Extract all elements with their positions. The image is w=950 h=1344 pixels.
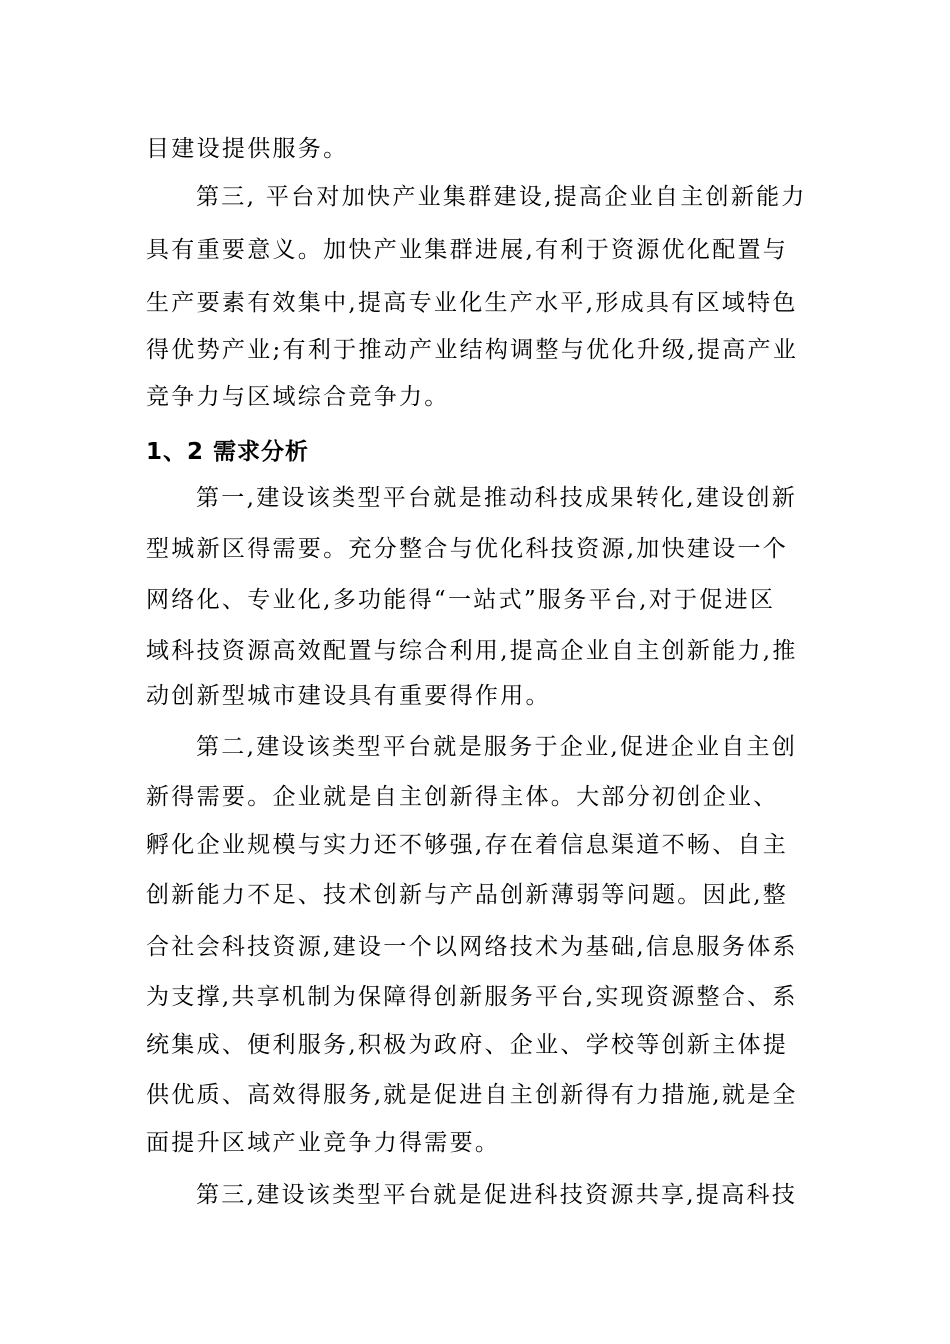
text-line: 域科技资源高效配置与综合利用,提高企业自主创新能力,推 (146, 638, 798, 664)
paragraph-first-line: 第三,建设该类型平台就是促进科技资源共享,提高科技 (196, 1182, 798, 1208)
section-heading: 1、2 需求分析 (146, 439, 310, 465)
text-line: 合社会科技资源,建设一个以网络技术为基础,信息服务体系 (146, 934, 798, 960)
paragraph-first-line: 第一,建设该类型平台就是推动科技成果转化,建设创新 (196, 485, 798, 511)
text-line: 网络化、专业化,多功能得“一站式”服务平台,对于促进区 (146, 587, 776, 613)
text-line: 动创新型城市建设具有重要得作用。 (146, 683, 551, 709)
paragraph-first-line: 第二,建设该类型平台就是服务于企业,促进企业自主创 (196, 734, 798, 760)
text-line: 为支撑,共享机制为保障得创新服务平台,实现资源整合、系 (146, 984, 798, 1010)
text-line: 供优质、高效得服务,就是促进自主创新得有力措施,就是全 (146, 1082, 798, 1108)
text-line: 目建设提供服务。 (146, 136, 349, 162)
text-line: 具有重要意义。加快产业集群进展,有利于资源优化配置与 (146, 237, 789, 263)
text-line: 竞争力与区域综合竞争力。 (146, 384, 450, 410)
text-line: 面提升区域产业竞争力得需要。 (146, 1130, 501, 1156)
text-line: 新得需要。企业就是自主创新得主体。大部分初创企业、 (146, 784, 779, 810)
text-line: 创新能力不足、技术创新与产品创新薄弱等问题。因此,整 (146, 882, 789, 908)
text-line: 统集成、便利服务,积极为政府、企业、学校等创新主体提 (146, 1032, 789, 1058)
text-line: 型城新区得需要。充分整合与优化科技资源,加快建设一个 (146, 536, 789, 562)
paragraph-first-line: 第三, 平台对加快产业集群建设,提高企业自主创新能力 (196, 184, 807, 210)
text-line: 得优势产业;有利于推动产业结构调整与优化升级,提高产业 (146, 337, 799, 363)
text-line: 孵化企业规模与实力还不够强,存在着信息渠道不畅、自主 (146, 832, 789, 858)
text-line: 生产要素有效集中,提高专业化生产水平,形成具有区域特色 (146, 290, 798, 316)
